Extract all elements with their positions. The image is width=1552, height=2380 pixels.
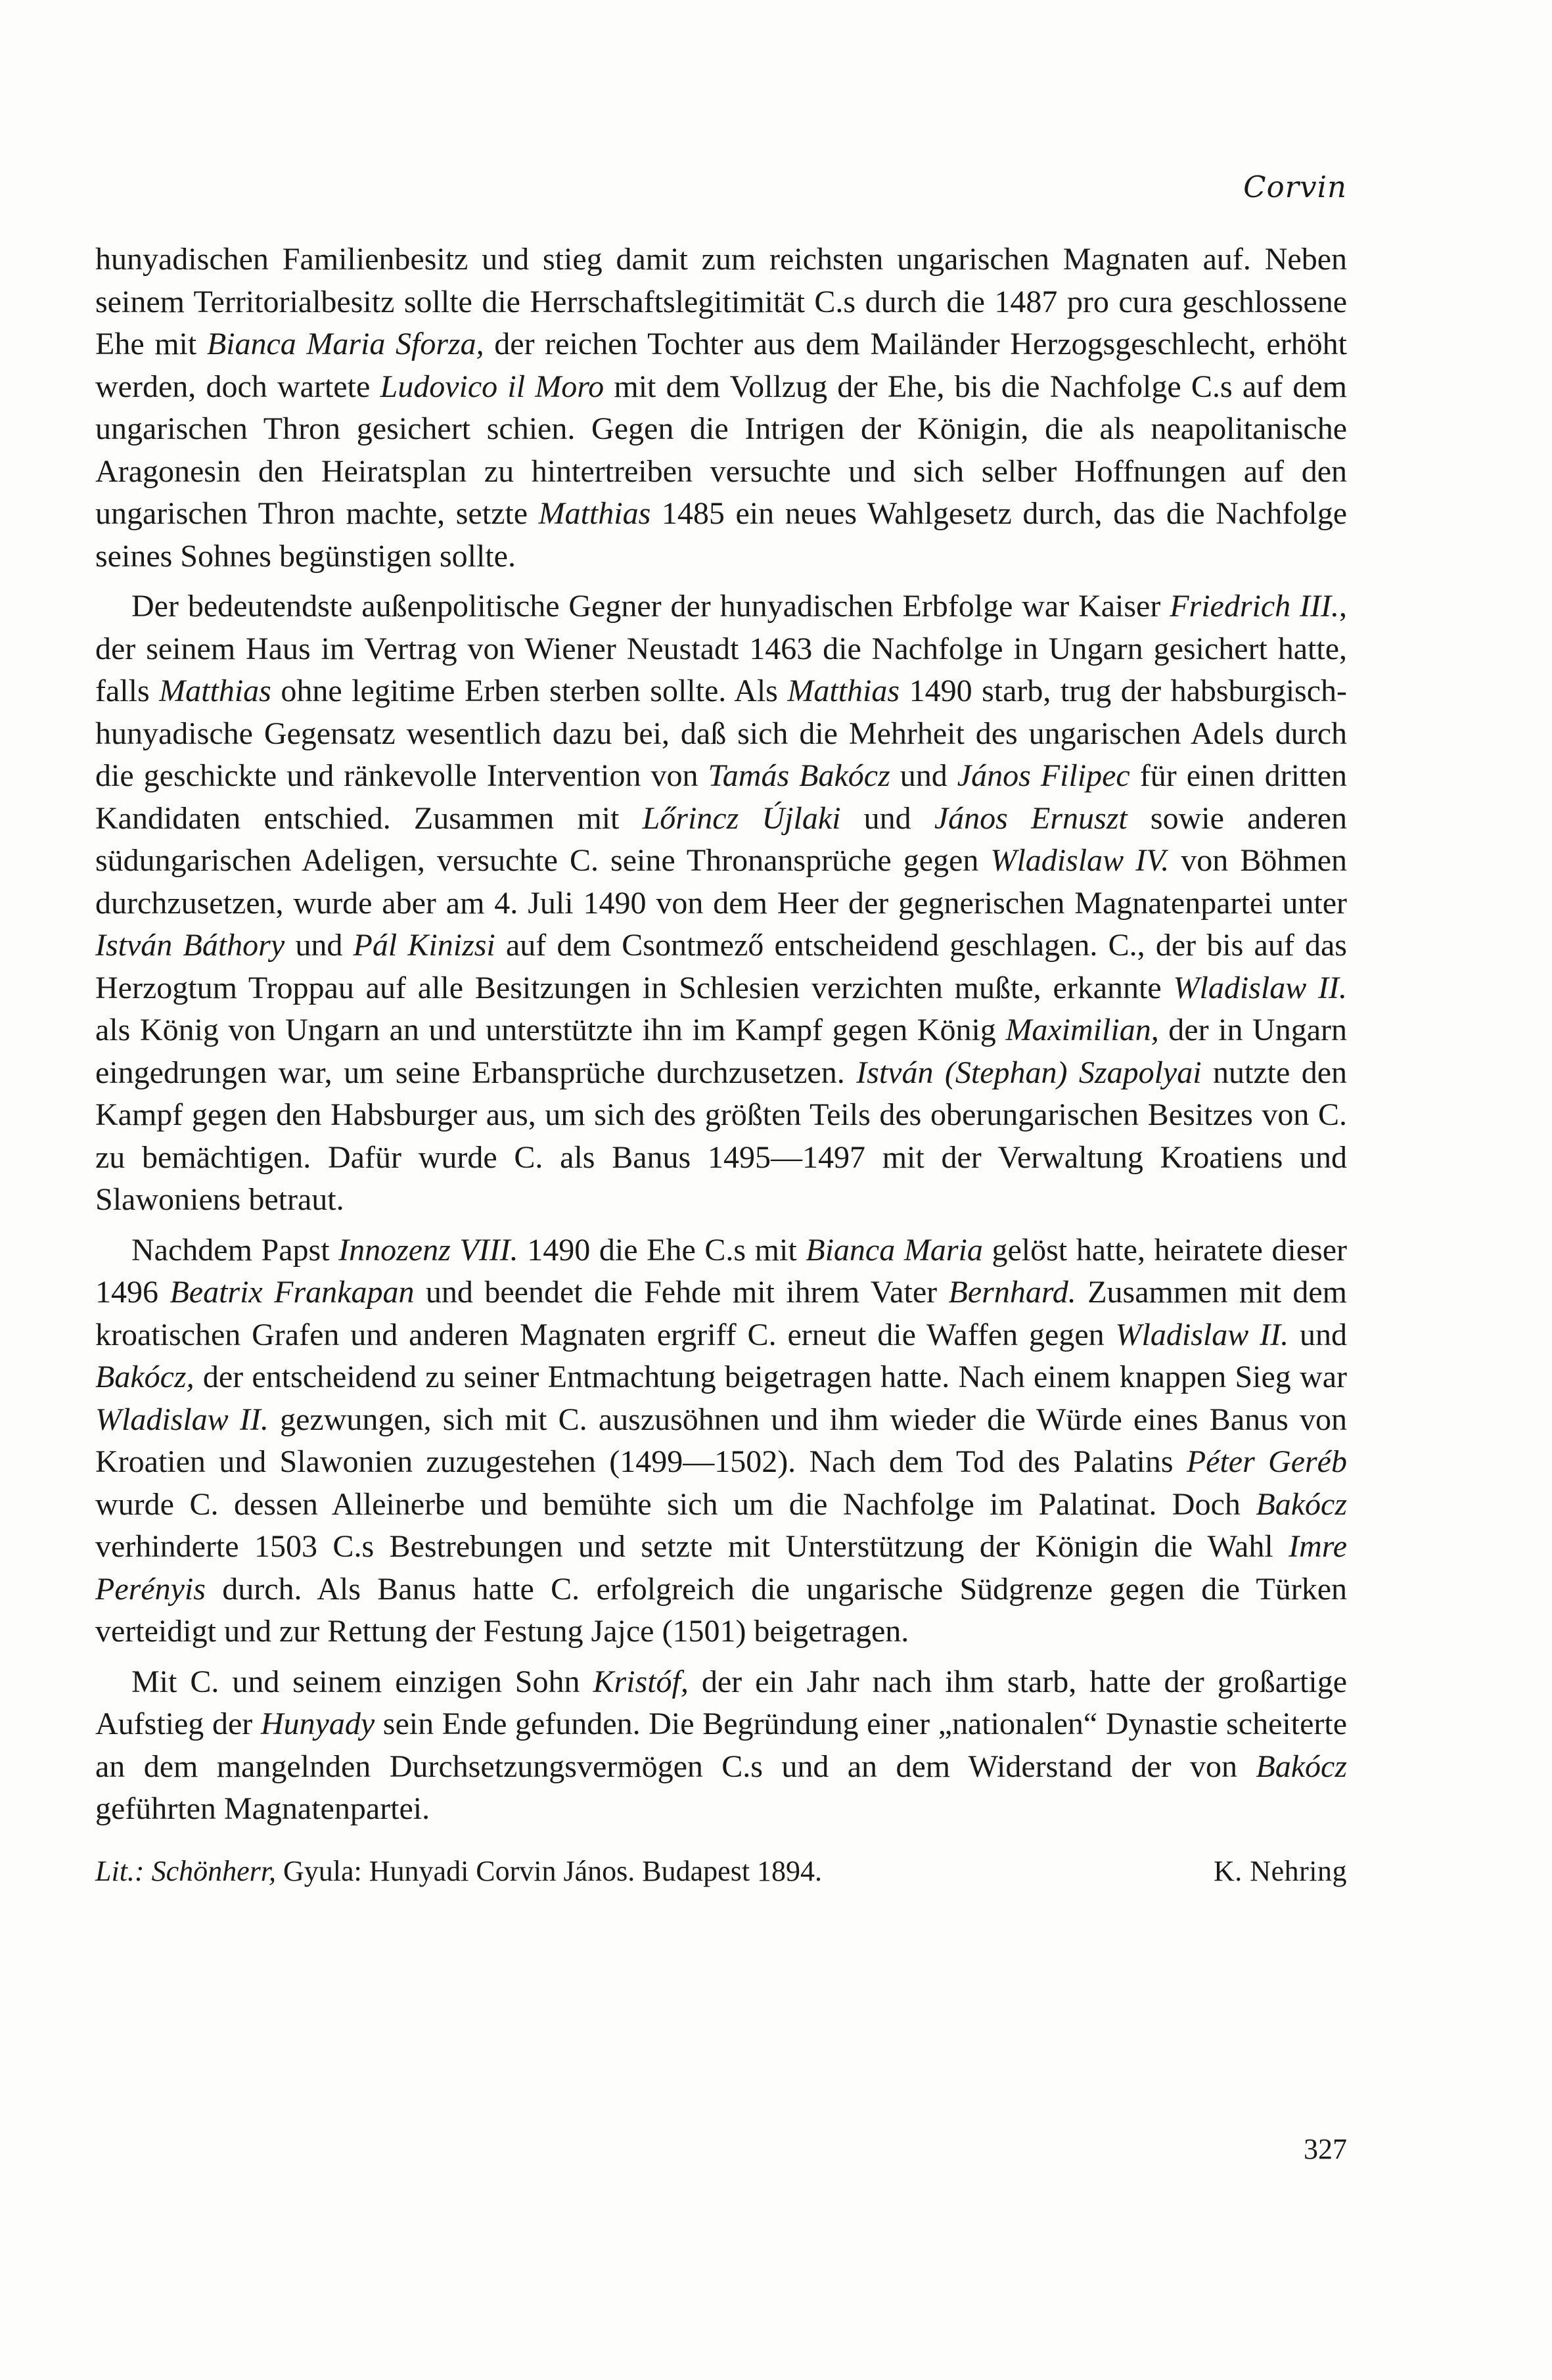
italic-name-run: Bianca Maria	[806, 1232, 983, 1268]
text-run: der entscheidend zu seiner Entmachtung beigetragen hatte. Nach einem knappen Sieg war	[194, 1360, 1347, 1394]
italic-name-run: Bakócz,	[95, 1360, 194, 1394]
italic-name-run: Matthias	[538, 496, 651, 531]
paragraph-2	[95, 585, 1347, 1222]
text-run: und	[890, 758, 957, 793]
text-run: und	[1289, 1317, 1348, 1352]
italic-name-run: Matthias	[159, 674, 271, 708]
text-run: durch. Als Banus hatte C. erfolgreich die ungarische Südgrenze gegen die Türken verteidigt und zur Rettung der Festung Jajce (1501) beigetragen.	[95, 1571, 1347, 1649]
literature-reference	[95, 1852, 822, 1891]
text-run: ohne legitime Erben sterben sollte. Als	[271, 674, 788, 708]
page	[95, 168, 1347, 1891]
italic-name-run: Bakócz	[1256, 1486, 1347, 1522]
text-run: Der bedeutendste außenpolitische Gegner der hunyadischen Erbfolge war Kaiser	[131, 589, 1170, 624]
italic-name-run: Bakócz	[1256, 1749, 1347, 1784]
italic-name-run: Ludovico il Moro	[380, 369, 605, 404]
text-run: Mit C. und seinem einzigen Sohn	[131, 1664, 593, 1699]
literature-footer	[95, 1852, 1347, 1891]
running-header	[95, 168, 1347, 207]
text-run: verhinderte 1503 C.s Bestrebungen und setzte mit Unterstützung der Königin die Wahl	[95, 1529, 1289, 1564]
text-run: und	[840, 800, 934, 836]
text-run: und beendet die Fehde mit ihrem Vater	[414, 1275, 949, 1310]
italic-name-run: István Báthory	[95, 928, 285, 963]
article-body	[95, 239, 1347, 1831]
text-run: gelöst hatte, heiratete dieser 1496	[95, 1232, 1348, 1310]
text-run: , der seinem Haus im Vertrag von Wiener Neustadt 1463 die Nachfolge in Ungarn gesichert hatte, falls	[95, 589, 1347, 708]
italic-name-run: János Ernuszt	[934, 800, 1128, 836]
running-header-title: Corvin	[1243, 170, 1347, 204]
text-run: sein Ende gefunden. Die Begründung einer „nationalen“ Dynastie scheiterte an dem mangelnden Durchsetzungsvermögen C.s und an dem Widerstand der von	[95, 1706, 1348, 1784]
paragraph-3	[95, 1229, 1347, 1653]
literature-text: Gyula: Hunyadi Corvin János. Budapest 1894.	[276, 1854, 823, 1887]
text-run: Nachdem Papst	[131, 1232, 339, 1268]
text-run: für einen dritten Kandidaten entschied. Zusammen mit	[95, 758, 1348, 836]
page-number: 327	[1304, 2133, 1347, 2165]
text-run: mit dem Vollzug der Ehe, bis die Nachfolge C.s auf dem ungarischen Thron gesichert schien. Gegen die Intrigen der Königin, die als neapolitanische Aragonesin den Heiratsplan zu hintertreiben versuchte und sich selber Hoffnungen auf den ungarischen Thron machte, setzte	[95, 369, 1348, 531]
italic-name-run: Hunyady	[260, 1706, 375, 1741]
italic-name-run: Pál Kinizsi	[353, 928, 495, 963]
paragraph-1	[95, 239, 1347, 578]
italic-name-run: János Filipec	[957, 758, 1130, 793]
italic-name-run: Kristóf,	[593, 1664, 689, 1699]
italic-name-run: Wladislaw IV.	[990, 843, 1170, 878]
text-run: der ein Jahr nach ihm starb, hatte der großartige Aufstieg der	[95, 1664, 1347, 1741]
text-run: auf dem Csontmező entscheidend geschlagen. C., der bis auf das Herzogtum Troppau auf alle Besitzungen in Schlesien verzichten mußte, erkannte	[95, 928, 1347, 1005]
italic-name-run: Bianca Maria Sforza,	[206, 327, 484, 361]
italic-name-run: Beatrix Frankapan	[170, 1275, 415, 1310]
italic-name-run: Wladislaw II.	[95, 1402, 269, 1437]
literature-author: Schönherr,	[151, 1854, 277, 1887]
italic-name-run: István (Stephan) Szapolyai	[856, 1055, 1202, 1090]
text-run: und	[285, 928, 354, 963]
text-run: 1490 die Ehe C.s mit	[518, 1232, 806, 1268]
text-run: 1485 ein neues Wahlgesetz durch, das die Nachfolge seines Sohnes begünstigen sollte.	[95, 496, 1347, 574]
text-run: sowie anderen südungarischen Adeligen, versuchte C. seine Thronansprüche gegen	[95, 800, 1348, 878]
text-run: gezwungen, sich mit C. auszusöhnen und ihm wieder die Würde eines Banus von Kroatien und Slawonien zuzugestehen (1499—1502). Nach dem Tod des Palatins	[95, 1402, 1348, 1479]
italic-name-run: Matthias	[787, 674, 900, 708]
italic-name-run: Imre Perényis	[95, 1529, 1347, 1607]
italic-name-run: Maximilian,	[1005, 1013, 1159, 1047]
italic-name-run: Lőrincz Újlaki	[642, 800, 841, 836]
text-run: hunyadischen Familienbesitz und stieg damit zum reichsten ungarischen Magnaten auf. Neben seinem Territorialbesitz sollte die Herrschaftslegitimität C.s durch die 1487 pro cura geschlossene Ehe mit	[95, 242, 1347, 361]
text-run: 1490 starb, trug der habsburgisch-hunyadische Gegensatz wesentlich dazu bei, daß sich die Mehrheit des ungarischen Adels durch die geschickte und ränkevolle Intervention von	[95, 674, 1347, 793]
italic-name-run: Tamás Bakócz	[708, 758, 890, 793]
author-signature: K. Nehring	[1214, 1854, 1347, 1887]
text-run: geführten Magnatenpartei.	[95, 1791, 430, 1826]
text-run: als König von Ungarn an und unterstützte ihn im Kampf gegen König	[95, 1013, 1006, 1047]
text-run: der in Ungarn eingedrungen war, um seine Erbansprüche durchzusetzen.	[95, 1013, 1348, 1090]
literature-label: Lit.:	[95, 1854, 145, 1887]
text-run: von Böhmen durchzusetzen, wurde aber am 4. Juli 1490 von dem Heer der gegnerischen Magnatenpartei unter	[95, 843, 1347, 921]
text-run: wurde C. dessen Alleinerbe und bemühte sich um die Nachfolge im Palatinat. Doch	[95, 1486, 1256, 1522]
italic-name-run: Friedrich III.	[1170, 589, 1339, 624]
text-run: der reichen Tochter aus dem Mailänder Herzogsgeschlecht, erhöht werden, doch wartete	[95, 327, 1348, 404]
italic-name-run: Wladislaw II.	[1173, 970, 1348, 1005]
italic-name-run: Wladislaw II.	[1115, 1317, 1289, 1352]
text-run: Zusammen mit dem kroatischen Grafen und anderen Magnaten ergriff C. erneut die Waffen gegen	[95, 1275, 1347, 1352]
paragraph-4	[95, 1661, 1347, 1831]
italic-name-run: Innozenz VIII.	[338, 1232, 518, 1268]
italic-name-run: Bernhard.	[948, 1275, 1076, 1310]
text-run: nutzte den Kampf gegen den Habsburger aus, um sich des größten Teils des oberungarischen Besitzes von C. zu bemächtigen. Dafür wurde C. als Banus 1495—1497 mit der Verwaltung Kroatiens und Slawoniens betraut.	[95, 1055, 1348, 1217]
italic-name-run: Péter Geréb	[1186, 1444, 1347, 1479]
